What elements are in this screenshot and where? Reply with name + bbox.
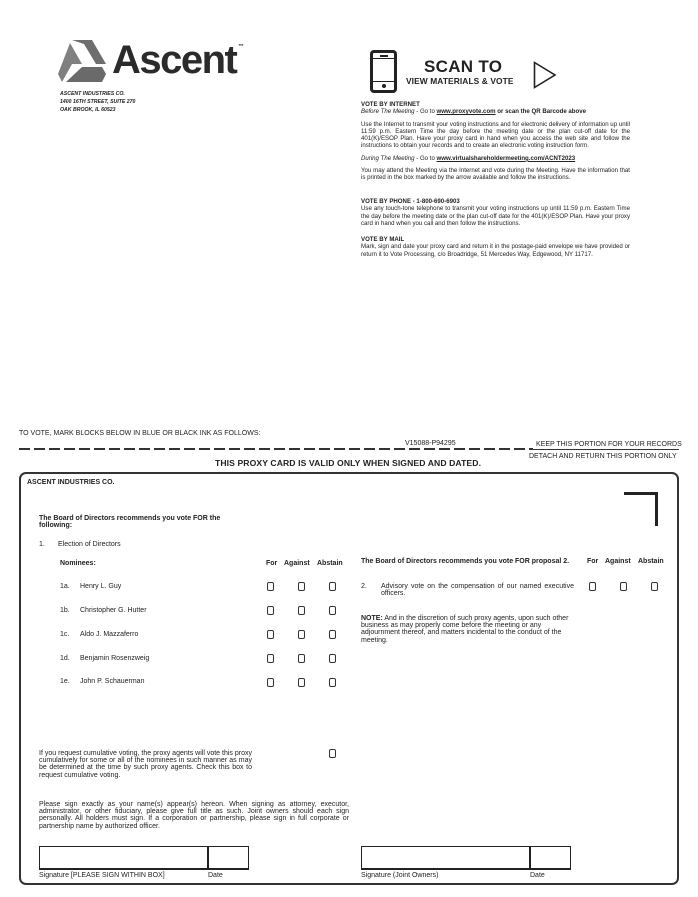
mail-body: Mark, sign and date your proxy card and return it in the postage-paid envelope we have provided or return it to Vote Processing, c/o Broadridge, 51 Mercedes Way, Edgewood, NY 11717. xyxy=(361,243,630,258)
trademark: ™ xyxy=(238,44,244,50)
nominee-name: Henry L. Guy xyxy=(80,583,122,590)
during-meeting-line xyxy=(361,155,630,162)
before-meeting-line xyxy=(361,108,630,115)
nominee-row xyxy=(60,583,350,595)
keep-divider xyxy=(533,449,679,450)
col-abstain-2: Abstain xyxy=(638,558,664,565)
note-body: And in the discretion of such proxy agents, upon such other business as may properly come before the meeting or any adjournment thereof, and matters incidental to the conduct of the meeting. xyxy=(361,615,569,644)
detach-label: DETACH AND RETURN THIS PORTION ONLY xyxy=(529,453,677,460)
before-meeting-label: Before The Meeting xyxy=(361,108,415,116)
item-1-label: Election of Directors xyxy=(58,541,121,548)
nominee-1a-abstain-checkbox[interactable] xyxy=(329,582,336,591)
address-line-1: ASCENT INDUSTRIES CO. xyxy=(60,91,125,97)
board-recommendation-2: The Board of Directors recommends you vote FOR proposal 2. xyxy=(361,558,570,565)
nominee-1d-for-checkbox[interactable] xyxy=(267,654,274,663)
cumulative-voting-checkbox[interactable] xyxy=(329,749,336,758)
vote-by-mail-section xyxy=(361,236,630,258)
ascent-logo-icon xyxy=(58,40,106,82)
joint-date-label: Date xyxy=(530,872,545,879)
proposal-2-abstain-checkbox[interactable] xyxy=(651,582,658,591)
nominee-row xyxy=(60,631,350,643)
item-1 xyxy=(39,541,121,548)
col-against: Against xyxy=(284,560,310,567)
joint-date-box[interactable] xyxy=(529,846,571,870)
nominee-1b-for-checkbox[interactable] xyxy=(267,606,274,615)
joint-signature-label: Signature (Joint Owners) xyxy=(361,872,439,879)
scan-title: SCAN TO xyxy=(424,57,503,76)
date-label: Date xyxy=(208,872,223,879)
during-meeting-label: During The Meeting xyxy=(361,154,415,162)
signature-box[interactable] xyxy=(39,846,209,870)
phone-body: Use any touch-tone telephone to transmit your voting instructions up until 11:59 p.m. Eastern Time the day before the meeting date or the plan cut-off date for the 401(K)/ESOP Plan. Have your proxy card in hand when you call and then follow the instructions. xyxy=(361,205,630,227)
nominee-name: Aldo J. Mazzaferro xyxy=(80,631,139,638)
company-address xyxy=(60,90,135,115)
nominee-1c-abstain-checkbox[interactable] xyxy=(329,630,336,639)
nominee-row xyxy=(60,678,350,690)
proposal-2-against-checkbox[interactable] xyxy=(620,582,627,591)
item-2-label: Advisory vote on the compensation of our named executive officers. xyxy=(381,583,574,598)
nominee-row xyxy=(60,607,350,619)
cumulative-voting-text: If you request cumulative voting, the proxy agents will vote this proxy cumulatively for some or all of the nominees in such manner as may be determined at the time by such proxy agents. Check this box to request cumulative voting. xyxy=(39,750,252,779)
nominee-1d-against-checkbox[interactable] xyxy=(298,654,305,663)
board-recommendation-1: The Board of Directors recommends you vote FOR the following: xyxy=(39,515,221,530)
note-label: NOTE: xyxy=(361,615,383,622)
vote-by-phone-section xyxy=(361,198,630,227)
address-line-2: 1400 16TH STREET, SUITE 270 xyxy=(60,99,136,106)
col-against-2: Against xyxy=(605,558,631,565)
vote-phone-heading: VOTE BY PHONE - 1-800-690-6903 xyxy=(361,198,460,205)
scan-subtitle: VIEW MATERIALS & VOTE xyxy=(406,76,514,86)
col-abstain: Abstain xyxy=(317,560,343,567)
nominee-row xyxy=(60,655,350,667)
nominee-index: 1b. xyxy=(60,607,70,614)
vote-by-internet-section xyxy=(361,101,630,182)
nominee-1d-abstain-checkbox[interactable] xyxy=(329,654,336,663)
to-vote-instruction: TO VOTE, MARK BLOCKS BELOW IN BLUE OR BLACK INK AS FOLLOWS: xyxy=(19,430,261,437)
nominee-1a-against-checkbox[interactable] xyxy=(298,582,305,591)
during-goto: - Go to xyxy=(414,154,437,162)
corner-mark xyxy=(624,492,658,526)
nominee-name: Benjamin Rosenzweig xyxy=(80,655,150,662)
item-2-number: 2. xyxy=(361,583,367,590)
item-1-number: 1. xyxy=(39,541,45,548)
joint-signature-box[interactable] xyxy=(361,846,531,870)
signing-instructions: Please sign exactly as your name(s) appear(s) hereon. When signing as attorney, executor, administrator, or other fiduciary, please give full title as such. Joint owners should each sign personally. All holders must sign. If a corporation or partnership, please sign in full corporate or partnership name by authorized officer. xyxy=(39,801,349,830)
nominee-1e-for-checkbox[interactable] xyxy=(267,678,274,687)
smartphone-icon xyxy=(370,50,397,93)
vote-internet-heading: VOTE BY INTERNET xyxy=(361,101,420,108)
keep-portion-label: KEEP THIS PORTION FOR YOUR RECORDS xyxy=(536,441,682,448)
nominee-name: John P. Schauerman xyxy=(80,678,145,685)
nominee-1a-for-checkbox[interactable] xyxy=(267,582,274,591)
nominee-1e-against-checkbox[interactable] xyxy=(298,678,305,687)
nominee-1e-abstain-checkbox[interactable] xyxy=(329,678,336,687)
nominee-index: 1a. xyxy=(60,583,70,590)
valid-notice: THIS PROXY CARD IS VALID ONLY WHEN SIGNED AND DATED. xyxy=(215,458,482,468)
signature-label: Signature [PLEASE SIGN WITHIN BOX] xyxy=(39,872,165,879)
before-goto: - Go to xyxy=(414,108,437,116)
col-for: For xyxy=(266,560,278,567)
vote-mail-heading: VOTE BY MAIL xyxy=(361,236,405,243)
col-for-2: For xyxy=(587,558,599,565)
detach-dashed-line xyxy=(19,448,533,450)
during-body: You may attend the Meeting via the Internet and vote during the Meeting. Have the information that is printed in the box marked by the arrow available and follow the instructions. xyxy=(361,167,630,182)
reference-code: V15088-P94295 xyxy=(405,440,456,447)
nominee-1c-for-checkbox[interactable] xyxy=(267,630,274,639)
card-company-name: ASCENT INDUSTRIES CO. xyxy=(27,479,115,486)
address-line-3: OAK BROOK, IL 60523 xyxy=(60,107,116,114)
nominees-label: Nominees: xyxy=(60,560,96,567)
nominee-index: 1e. xyxy=(60,678,70,685)
virtual-meeting-link[interactable]: www.virtualshareholdermeeting.com/ACNT2023 xyxy=(436,154,576,162)
before-tail: or scan the QR Barcode above xyxy=(495,108,587,116)
nominee-1b-against-checkbox[interactable] xyxy=(298,606,305,615)
nominee-index: 1c. xyxy=(60,631,70,638)
note-text xyxy=(361,615,576,644)
company-logo-text: Ascent xyxy=(112,38,237,82)
proxyvote-link[interactable]: www.proxyvote.com xyxy=(436,108,496,116)
proposal-2-for-checkbox[interactable] xyxy=(589,582,596,591)
nominee-name: Christopher G. Hutter xyxy=(80,607,147,614)
internet-body: Use the Internet to transmit your voting instructions and for electronic delivery of information up until 11:59 p.m. Eastern Time the day before the meeting date or the plan cut-off date for the 401(K)/ESOP Plan. Have your proxy card in hand when you access the web site and follow the instructions to obtain your records and to create an electronic voting instruction form. xyxy=(361,120,630,150)
nominee-1b-abstain-checkbox[interactable] xyxy=(329,606,336,615)
nominee-1c-against-checkbox[interactable] xyxy=(298,630,305,639)
play-arrow-icon xyxy=(533,61,557,89)
signature-date-box[interactable] xyxy=(207,846,249,870)
nominee-index: 1d. xyxy=(60,655,70,662)
